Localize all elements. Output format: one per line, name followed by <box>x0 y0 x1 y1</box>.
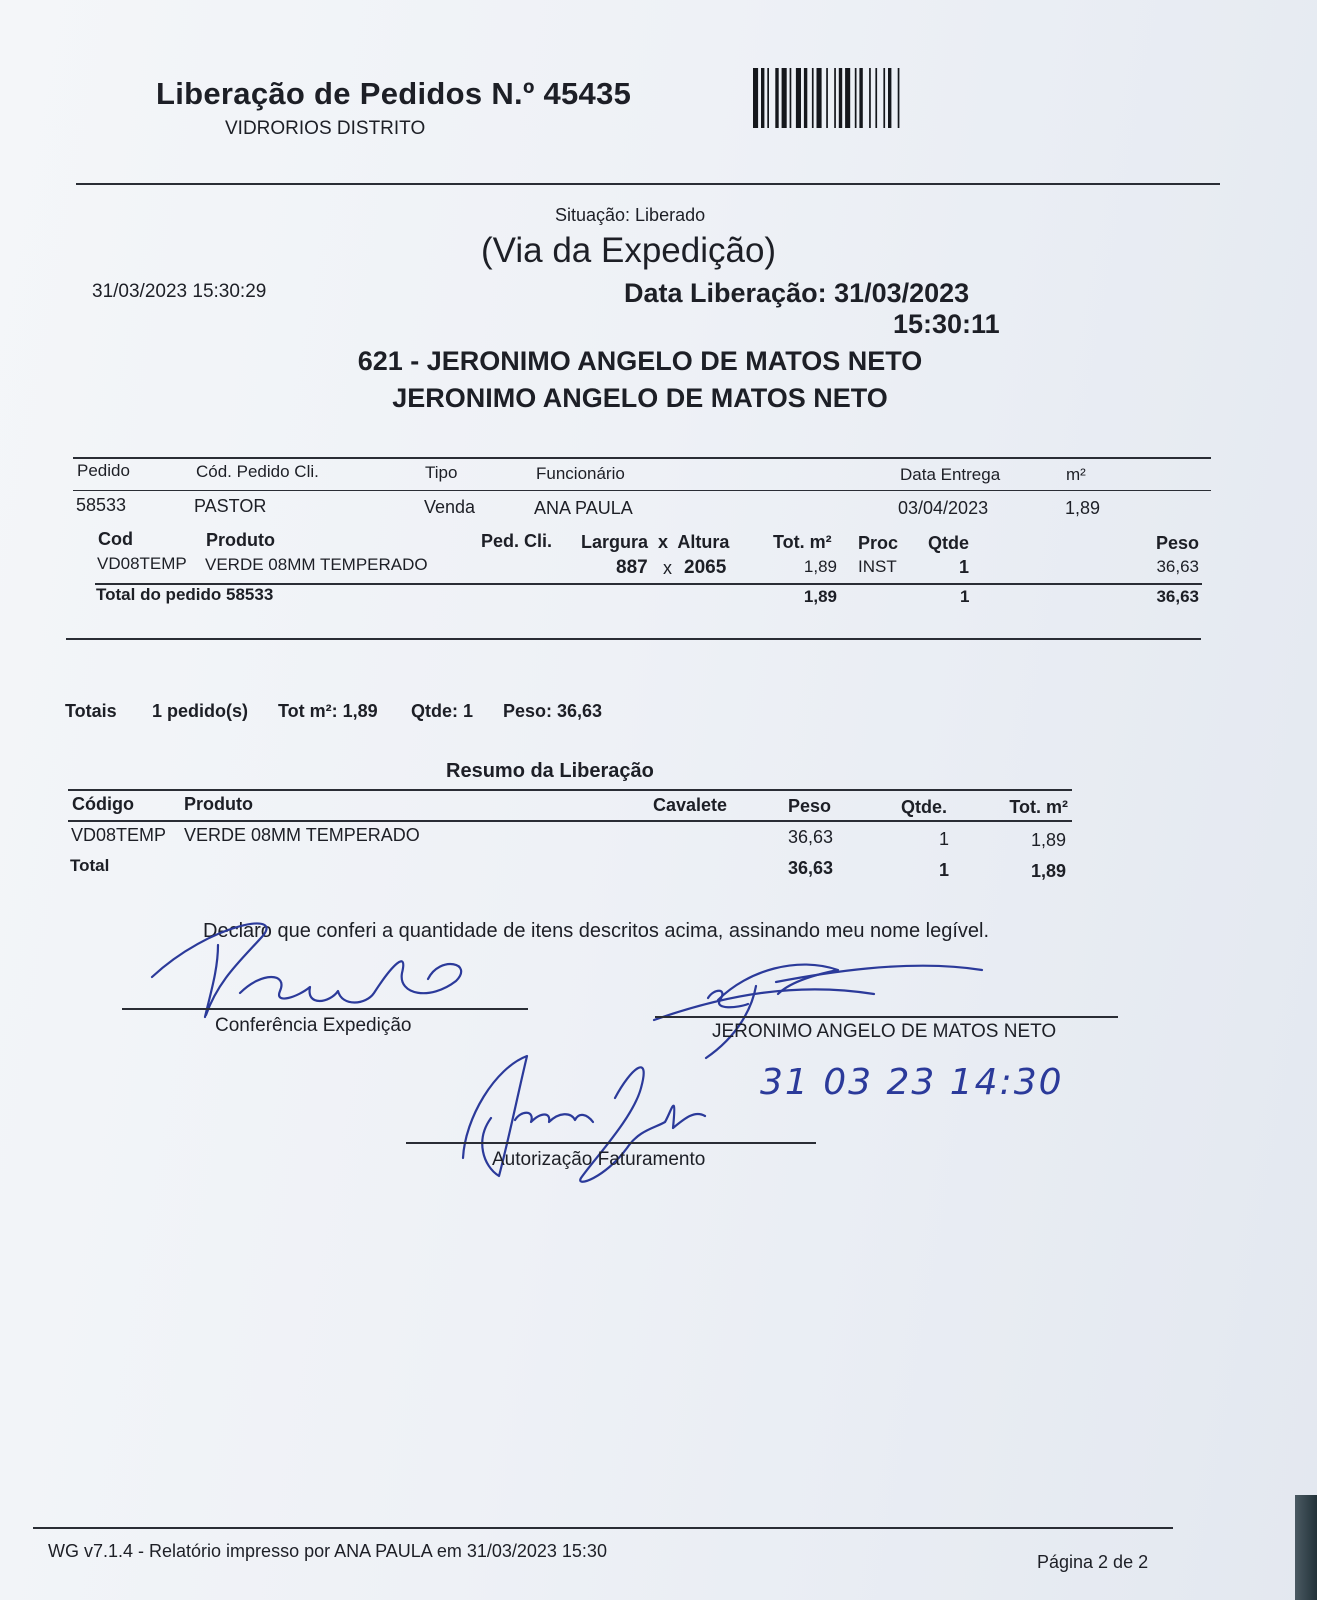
summary-header-tot-m2: Tot. m² <box>1009 797 1068 817</box>
item-qtde: 1 <box>959 557 970 577</box>
signature-conferencia <box>140 915 480 1030</box>
release-time: 15:30:11 <box>893 309 1000 339</box>
signature-line-conferencia <box>122 1008 528 1010</box>
footer-print-info: WG v7.1.4 - Relatório impresso por ANA PAULA em 31/03/2023 15:30 <box>48 1541 607 1561</box>
item-header-proc: Proc <box>858 533 899 553</box>
label-cliente: JERONIMO ANGELO DE MATOS NETO <box>712 1021 1057 1042</box>
totals-qtde: Qtde: 1 <box>411 701 474 721</box>
photo-edge-shadow <box>1295 1495 1317 1600</box>
item-header-produto: Produto <box>206 530 275 550</box>
item-header-tot-m2: Tot. m² <box>773 532 832 552</box>
status-text: Situação: Liberado <box>555 205 706 225</box>
footer-divider <box>33 1527 1173 1529</box>
item-altura: 2065 <box>684 557 727 578</box>
client-line-2: JERONIMO ANGELO DE MATOS NETO <box>392 383 888 413</box>
summary-header-codigo: Código <box>72 794 134 814</box>
totals-label: Totais <box>65 701 117 721</box>
col-header-m2: m² <box>1066 465 1086 484</box>
col-header-cod-pedido: Cód. Pedido Cli. <box>196 462 319 481</box>
label-conferencia: Conferência Expedição <box>215 1015 412 1036</box>
summary-total-label: Total <box>70 856 110 875</box>
summary-row-produto: VERDE 08MM TEMPERADO <box>184 825 420 845</box>
order-m2: 1,89 <box>1065 498 1101 518</box>
item-x: x <box>663 558 672 578</box>
summary-header-qtde: Qtde. <box>901 797 948 817</box>
order-funcionario: ANA PAULA <box>534 498 633 518</box>
divider <box>73 457 1211 459</box>
divider <box>73 490 1211 491</box>
item-header-largura-altura: Largura x Altura <box>581 532 730 552</box>
summary-total-qtde: 1 <box>939 860 950 880</box>
summary-row-peso: 36,63 <box>787 827 833 847</box>
divider <box>68 789 1072 791</box>
print-timestamp: 31/03/2023 15:30:29 <box>92 281 267 302</box>
signature-line-autorizacao <box>406 1142 816 1144</box>
col-header-tipo: Tipo <box>425 463 458 482</box>
order-total-tot-m2: 1,89 <box>803 587 837 606</box>
col-header-pedido: Pedido <box>77 461 130 480</box>
client-line-1: 621 - JERONIMO ANGELO DE MATOS NETO <box>357 346 923 376</box>
totals-peso: Peso: 36,63 <box>503 701 603 721</box>
signature-line-cliente <box>655 1016 1118 1018</box>
divider <box>66 638 1201 640</box>
item-header-ped-cli: Ped. Cli. <box>481 531 553 551</box>
order-tipo: Venda <box>424 497 476 517</box>
summary-title: Resumo da Liberação <box>446 760 654 782</box>
order-pedido: 58533 <box>76 495 127 515</box>
summary-header-produto: Produto <box>184 794 253 814</box>
company-name: VIDRORIOS DISTRITO <box>225 118 426 139</box>
item-header-qtde: Qtde <box>928 533 970 553</box>
order-total-qtde: 1 <box>960 587 970 606</box>
handwritten-date: 31 03 23 14:30 <box>760 1062 1064 1103</box>
divider <box>68 820 1072 822</box>
summary-row-tot-m2: 1,89 <box>1030 830 1066 850</box>
declaration-text: Declaro que conferi a quantidade de itens descritos acima, assinando meu nome legível. <box>203 920 990 942</box>
copy-type: (Via da Expedição) <box>481 231 777 270</box>
order-total-peso: 36,63 <box>1156 587 1199 606</box>
item-header-peso: Peso <box>1155 533 1199 553</box>
order-data-entrega: 03/04/2023 <box>898 498 989 518</box>
divider <box>76 183 1220 185</box>
summary-total-peso: 36,63 <box>787 858 833 878</box>
item-peso: 36,63 <box>1156 557 1199 576</box>
document-title: Liberação de Pedidos N.º 45435 <box>156 76 632 111</box>
col-header-data-entrega: Data Entrega <box>900 465 1001 484</box>
item-largura: 887 <box>616 557 648 578</box>
summary-header-peso: Peso <box>788 796 832 816</box>
label-autorizacao: Autorização Faturamento <box>492 1149 706 1170</box>
order-total-label: Total do pedido 58533 <box>96 585 274 604</box>
item-cod: VD08TEMP <box>97 554 187 573</box>
item-proc: INST <box>858 557 897 576</box>
release-date: Data Liberação: 31/03/2023 <box>624 278 970 308</box>
order-cod-pedido: PASTOR <box>194 496 267 516</box>
summary-total-tot-m2: 1,89 <box>1030 861 1066 881</box>
barcode <box>753 68 957 128</box>
summary-row-codigo: VD08TEMP <box>71 825 167 845</box>
item-header-cod: Cod <box>98 529 133 549</box>
summary-row-qtde: 1 <box>939 829 950 849</box>
item-produto: VERDE 08MM TEMPERADO <box>205 555 428 574</box>
item-tot-m2: 1,89 <box>803 557 837 576</box>
totals-pedidos: 1 pedido(s) <box>152 701 249 721</box>
summary-header-cavalete: Cavalete <box>653 795 728 815</box>
col-header-funcionario: Funcionário <box>536 464 625 483</box>
totals-tot-m2: Tot m²: 1,89 <box>278 701 378 721</box>
footer-page-number: Página 2 de 2 <box>1037 1552 1149 1572</box>
